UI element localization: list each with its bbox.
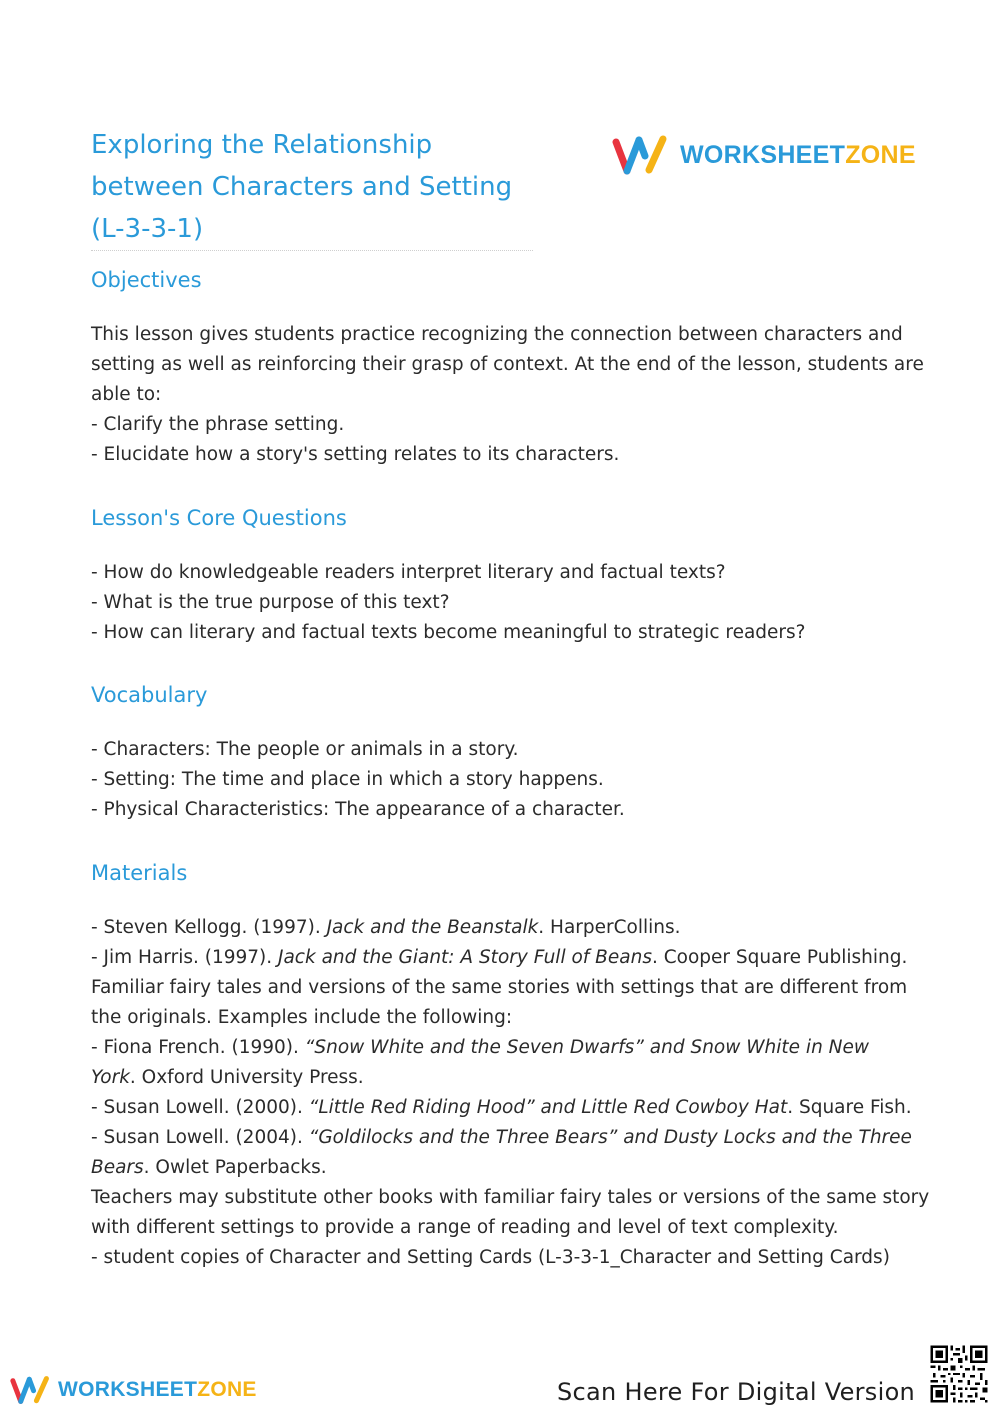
objectives-body — [91, 320, 924, 470]
body-line: - Setting: The time and place in which a story happens. — [91, 769, 604, 790]
material-line — [91, 1123, 921, 1153]
material-book-title: York — [91, 1067, 130, 1088]
material-text: - Fiona French. (1990). — [91, 1037, 305, 1058]
material-text: - Susan Lowell. (2000). — [91, 1097, 309, 1118]
worksheetzone-logo-icon — [612, 134, 668, 176]
objectives-heading: Objectives — [91, 268, 202, 292]
material-line — [91, 1243, 921, 1273]
brand-name — [58, 1378, 257, 1402]
body-line: - Characters: The people or animals in a story. — [91, 739, 519, 760]
material-line — [91, 1003, 921, 1033]
worksheetzone-logo-icon — [10, 1374, 50, 1406]
body-line: setting as well as reinforcing their grasp of context. At the end of the lesson, students are — [91, 354, 924, 375]
scan-label: Scan Here For Digital Version — [557, 1378, 916, 1406]
material-book-title: “Snow White and the Seven Dwarfs” and Snow White in New — [304, 1037, 870, 1058]
brand-part-1: WORKSHEET — [680, 140, 846, 169]
material-text: the originals. Examples include the following: — [91, 1007, 513, 1028]
body-line: - Physical Characteristics: The appearance of a character. — [91, 799, 625, 820]
brand-name — [680, 141, 916, 170]
material-text: - student copies of Character and Setting Cards (L-3-3-1_Character and Setting Cards) — [91, 1247, 890, 1268]
material-text: - Steven Kellogg. (1997). — [91, 917, 327, 938]
footer-logo[interactable] — [10, 1374, 257, 1406]
material-text: . Cooper Square Publishing. — [651, 947, 908, 968]
qr-code-icon[interactable] — [928, 1343, 990, 1405]
core-questions-body — [91, 558, 921, 648]
material-text: - Jim Harris. (1997). — [91, 947, 279, 968]
material-line — [91, 973, 921, 1003]
material-text: . HarperCollins. — [538, 917, 681, 938]
objectives-section — [91, 265, 924, 470]
brand-part-2: ZONE — [845, 140, 916, 169]
body-line: This lesson gives students practice recognizing the connection between characters and — [91, 324, 903, 345]
material-text: Familiar fairy tales and versions of the same stories with settings that are different from — [91, 977, 908, 998]
material-line — [91, 1213, 921, 1243]
material-book-title: Jack and the Beanstalk — [326, 917, 539, 938]
body-line: - Clarify the phrase setting. — [91, 414, 345, 435]
page-title — [91, 124, 531, 250]
title-line: between Characters and Setting — [91, 172, 513, 202]
material-text: . Owlet Paperbacks. — [143, 1157, 327, 1178]
material-line — [91, 913, 921, 943]
body-line: - Elucidate how a story's setting relates to its characters. — [91, 444, 620, 465]
worksheetzone-logo[interactable] — [612, 134, 916, 176]
material-book-title: “Goldilocks and the Three Bears” and Dusty Locks and the Three — [308, 1127, 912, 1148]
material-book-title: Bears — [91, 1157, 144, 1178]
title-line: Exploring the Relationship — [91, 130, 433, 160]
material-line — [91, 1033, 921, 1063]
core-questions-section — [91, 503, 921, 648]
material-text: with different settings to provide a range of reading and level of text complexity. — [91, 1217, 839, 1238]
materials-body — [91, 913, 930, 1273]
material-text: . Square Fish. — [787, 1097, 912, 1118]
material-line — [91, 943, 921, 973]
body-line: - How do knowledgeable readers interpret literary and factual texts? — [91, 562, 726, 583]
title-divider — [91, 250, 533, 251]
brand-part-1: WORKSHEET — [58, 1378, 198, 1401]
core-questions-heading: Lesson's Core Questions — [91, 506, 347, 530]
body-line: able to: — [91, 384, 162, 405]
body-line: - What is the true purpose of this text? — [91, 592, 450, 613]
materials-section — [91, 858, 930, 1273]
title-line: (L-3-3-1) — [91, 214, 204, 244]
vocabulary-body — [91, 735, 921, 825]
materials-heading: Materials — [91, 861, 188, 885]
material-line — [91, 1183, 930, 1213]
material-book-title: “Little Red Riding Hood” and Little Red Cowboy Hat — [308, 1097, 788, 1118]
vocabulary-heading: Vocabulary — [91, 683, 208, 707]
brand-part-2: ZONE — [197, 1378, 257, 1401]
material-line — [91, 1093, 921, 1123]
material-line — [91, 1063, 921, 1093]
material-text: Teachers may substitute other books with familiar fairy tales or versions of the same story — [91, 1187, 930, 1208]
body-line: - How can literary and factual texts become meaningful to strategic readers? — [91, 622, 806, 643]
vocabulary-section — [91, 680, 921, 825]
material-text: - Susan Lowell. (2004). — [91, 1127, 309, 1148]
material-book-title: Jack and the Giant: A Story Full of Beans — [278, 947, 652, 968]
material-line — [91, 1153, 921, 1183]
material-text: . Oxford University Press. — [129, 1067, 364, 1088]
